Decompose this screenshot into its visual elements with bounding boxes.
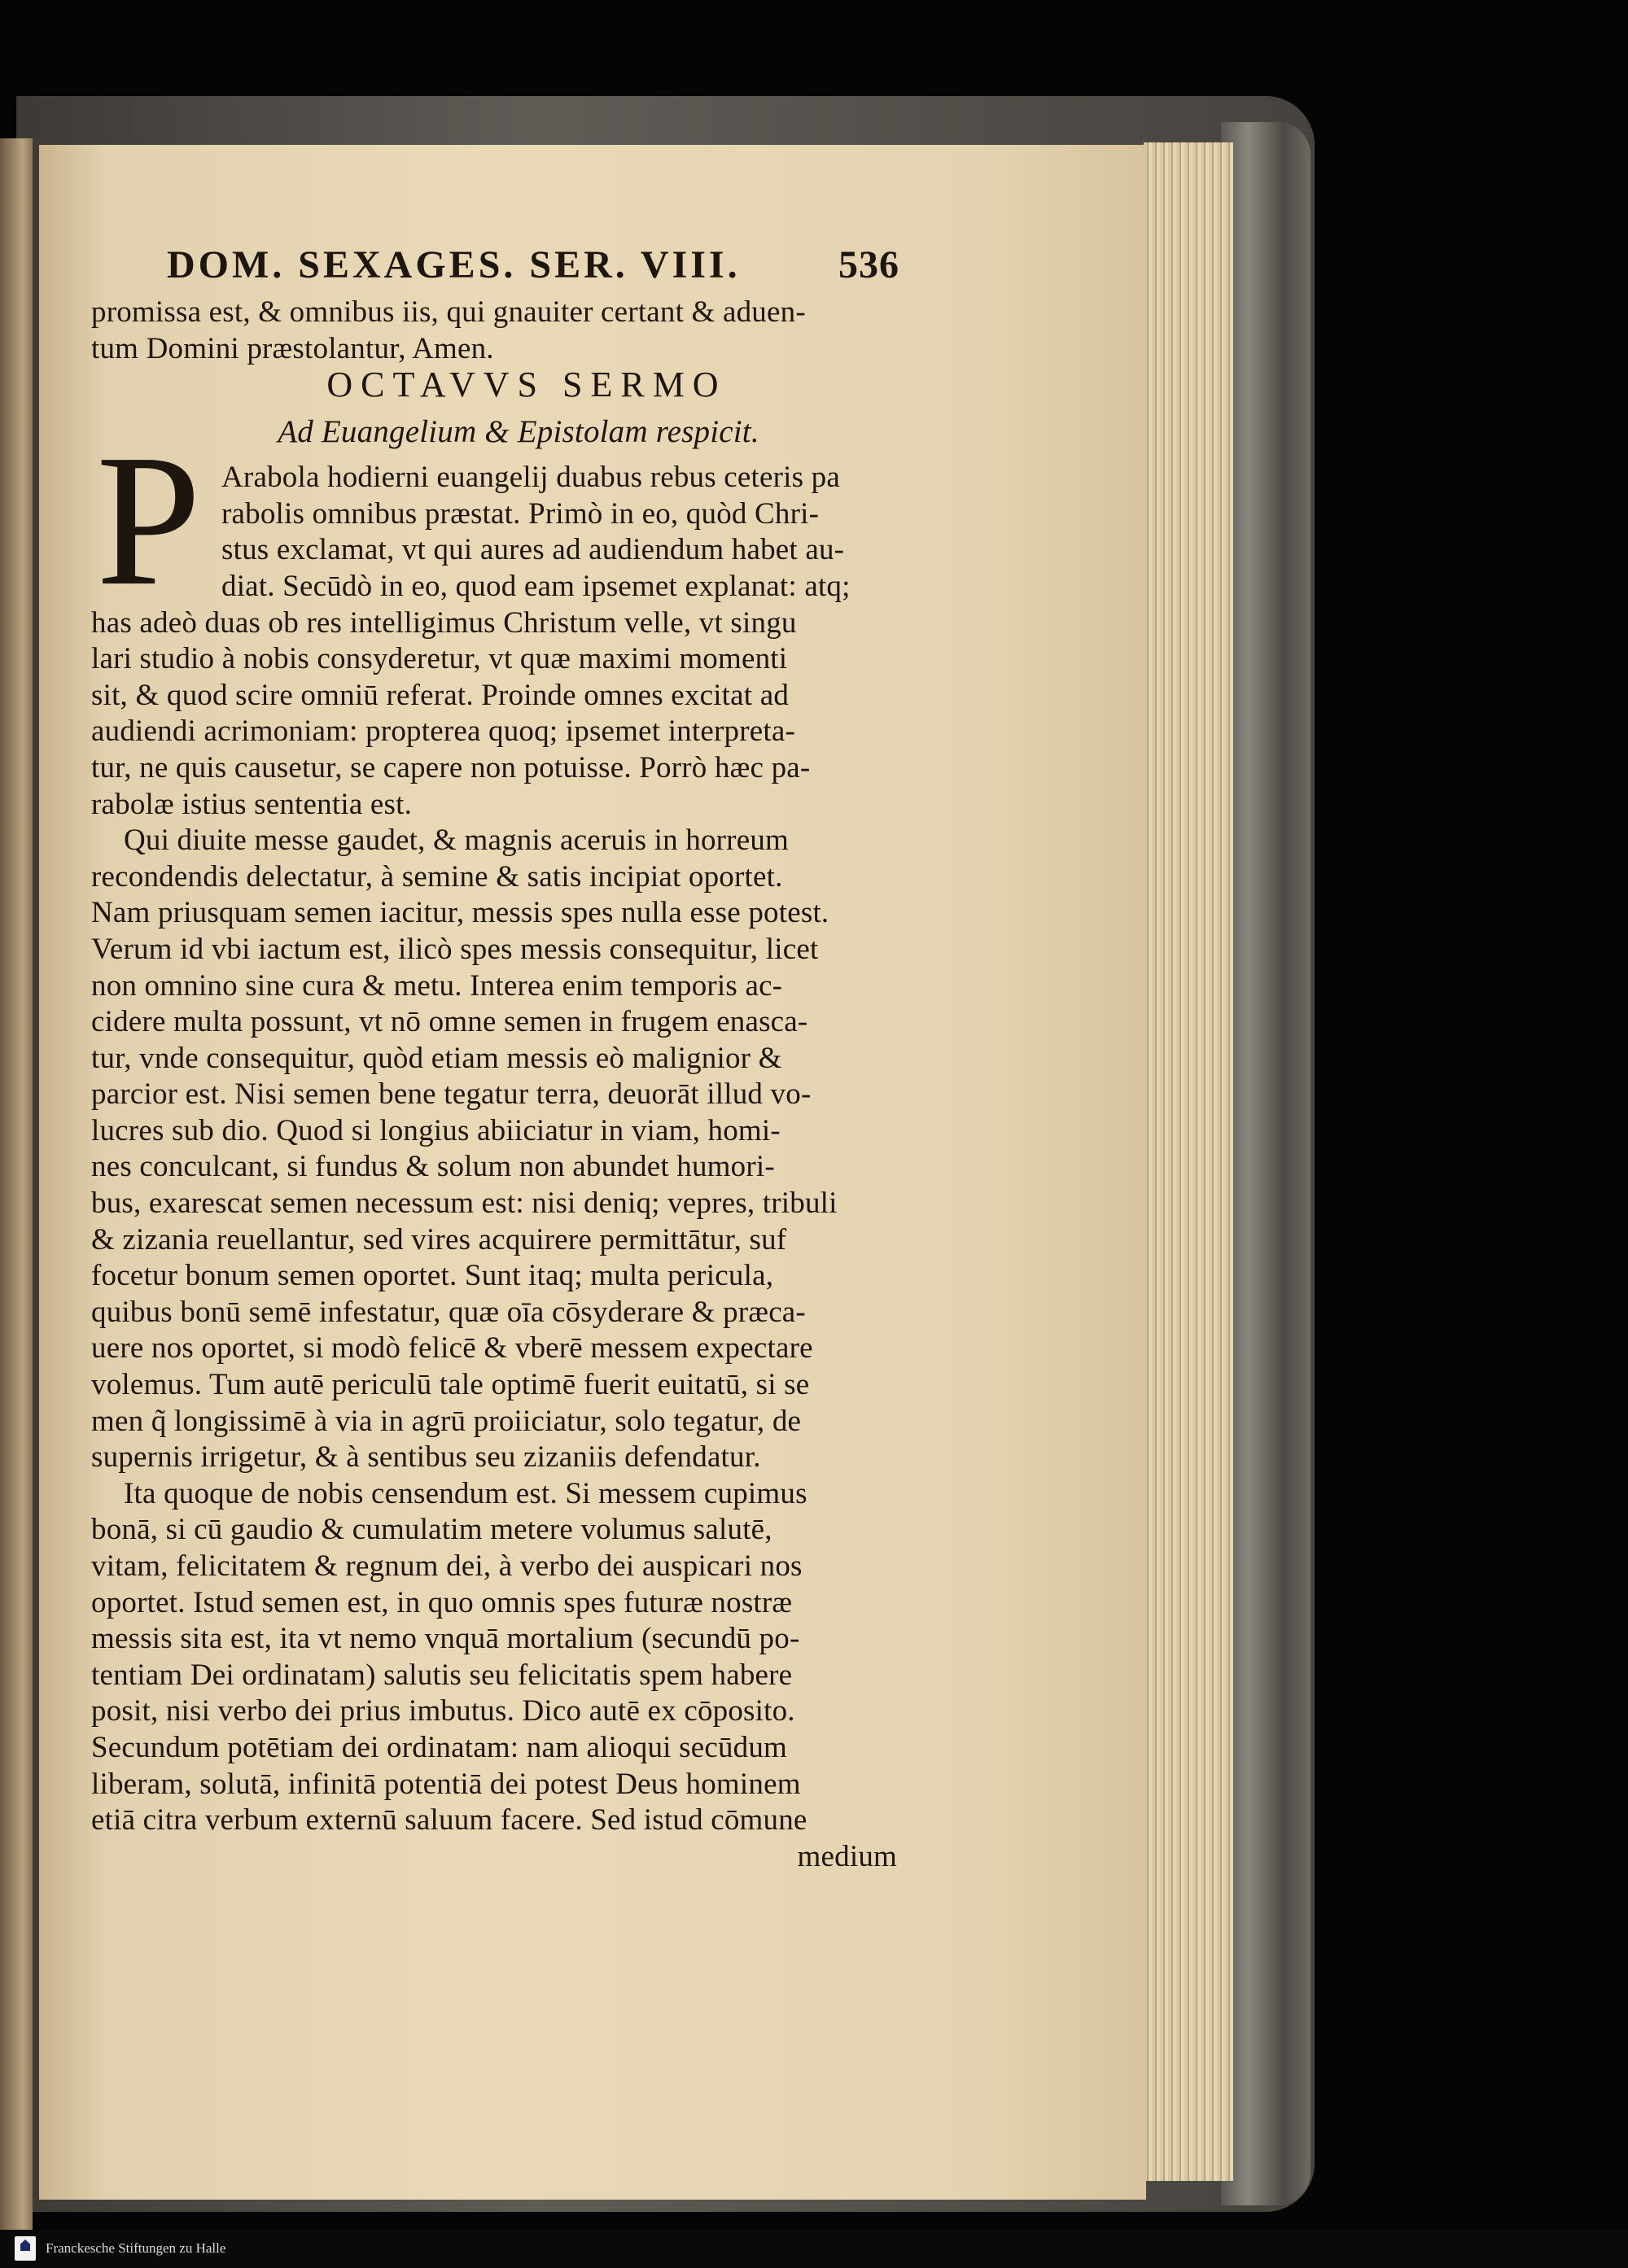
text-line: & zizania reuellantur, sed vires acquirere permittātur, suf xyxy=(91,1222,787,1256)
text-line: tur, vnde consequitur, quòd etiam messis eò malignior & xyxy=(91,1041,782,1075)
catchword: medium xyxy=(797,1839,897,1873)
text-line: has adeò duas ob res intelligimus Christum velle, vt singu xyxy=(91,605,797,640)
logo-mark xyxy=(20,2240,30,2251)
text-line: volemus. Tum autē periculū tale optimē fuerit euitatū, si se xyxy=(91,1368,810,1402)
page-number: 536 xyxy=(838,243,899,286)
text-line: tur, ne quis causetur, se capere non potuisse. Porrò hæc pa- xyxy=(91,750,811,784)
text-line: cidere multa possunt, vt nō omne semen in frugem enasca- xyxy=(91,1005,808,1039)
sermon-subheading: Ad Euangelium & Epistolam respicit. xyxy=(278,414,759,450)
text-line: recondendis delectatur, à semine & satis incipiat oportet. xyxy=(91,859,783,894)
text-line: uere nos oportet, si modò felicē & vberē messem expectare xyxy=(91,1331,813,1366)
running-title: DOM. SEXAGES. SER. VIII. xyxy=(167,243,741,286)
text-line: bonā, si cū gaudio & cumulatim metere volumus salutē, xyxy=(91,1513,772,1547)
text-line: vitam, felicitatem & regnum dei, à verbo dei auspicari nos xyxy=(91,1549,803,1583)
text-line: Arabola hodierni euangelij duabus rebus ceteris pa xyxy=(221,461,841,495)
text-line: lucres sub dio. Quod si longius abiiciatur in viam, homi- xyxy=(91,1113,781,1147)
text-line: tum Domini præstolantur, Amen. xyxy=(91,331,494,365)
text-line: Ita quoque de nobis censendum est. Si messem cupimus xyxy=(124,1476,807,1510)
text-line: Verum id vbi iactum est, ilicò spes messis consequitur, licet xyxy=(91,932,819,966)
text-line: Nam priusquam semen iacitur, messis spes nulla esse potest. xyxy=(91,896,829,930)
text-line: Secundum potētiam dei ordinatam: nam alioqui secūdum xyxy=(91,1730,788,1764)
text-line: posit, nisi verbo dei prius imbutus. Dico autē ex cōposito. xyxy=(91,1694,795,1728)
text-line: rabolæ istius sententia est. xyxy=(91,787,413,821)
drop-cap: P xyxy=(96,416,202,625)
text-line: men q̃ longissimē à via in agrū proiiciatur, solo tegatur, de xyxy=(91,1404,802,1438)
facing-page-edge xyxy=(0,138,33,2230)
text-line: promissa est, & omnibus iis, qui gnauiter certant & aduen- xyxy=(91,295,806,329)
text-line: audiendi acrimoniam: propterea quoq; ipsemet interpreta- xyxy=(91,714,795,749)
text-line: stus exclamat, vt qui aures ad audiendum habet au- xyxy=(221,533,845,567)
text-line: etiā citra verbum externū saluum facere. Sed istud cōmune xyxy=(91,1803,807,1838)
book-cover-edge xyxy=(1221,122,1311,2205)
text-line: oportet. Istud semen est, in quo omnis spes futuræ nostræ xyxy=(91,1585,793,1619)
page-block-edges xyxy=(1144,142,1233,2181)
text-line: non omnino sine cura & metu. Interea enim temporis ac- xyxy=(91,968,783,1003)
footer-bar xyxy=(0,2230,1628,2268)
text-line: parcior est. Nisi semen bene tegatur terra, deuorāt illud vo- xyxy=(91,1077,812,1112)
text-line: liberam, solutā, infinitā potentiā dei potest Deus hominem xyxy=(91,1767,801,1801)
text-line: sit, & quod scire omniū referat. Proinde omnes excitat ad xyxy=(91,678,790,712)
text-line: bus, exarescat semen necessum est: nisi deniq; vepres, tribuli xyxy=(91,1186,838,1221)
text-line: diat. Secūdò in eo, quod eam ipsemet explanat: atq; xyxy=(221,569,851,603)
text-line: quibus bonū semē infestatur, quæ oīa cōsyderare & præca- xyxy=(91,1295,806,1329)
text-line: messis sita est, ita vt nemo vnquā mortalium (secundū po- xyxy=(91,1622,800,1656)
text-line: nes conculcant, si fundus & solum non abundet humori- xyxy=(91,1150,775,1184)
text-line: supernis irrigetur, & à sentibus seu zizaniis defendatur. xyxy=(91,1440,761,1475)
text-line: rabolis omnibus præstat. Primò in eo, quòd Chri- xyxy=(221,496,820,531)
sermon-heading: OCTAVVS SERMO xyxy=(326,365,727,405)
page-text xyxy=(91,295,897,1875)
running-head xyxy=(167,243,899,291)
francke-foundation-logo-icon xyxy=(15,2236,36,2261)
institution-name: Franckesche Stiftungen zu Halle xyxy=(46,2240,226,2256)
text-line: tentiam Dei ordinatam) salutis seu felicitatis spem habere xyxy=(91,1658,793,1692)
text-line: lari studio à nobis consyderetur, vt quæ maximi momenti xyxy=(91,642,788,676)
text-line: Qui diuite messe gaudet, & magnis aceruis in horreum xyxy=(124,824,790,858)
text-line: focetur bonum semen oportet. Sunt itaq; multa pericula, xyxy=(91,1259,774,1293)
